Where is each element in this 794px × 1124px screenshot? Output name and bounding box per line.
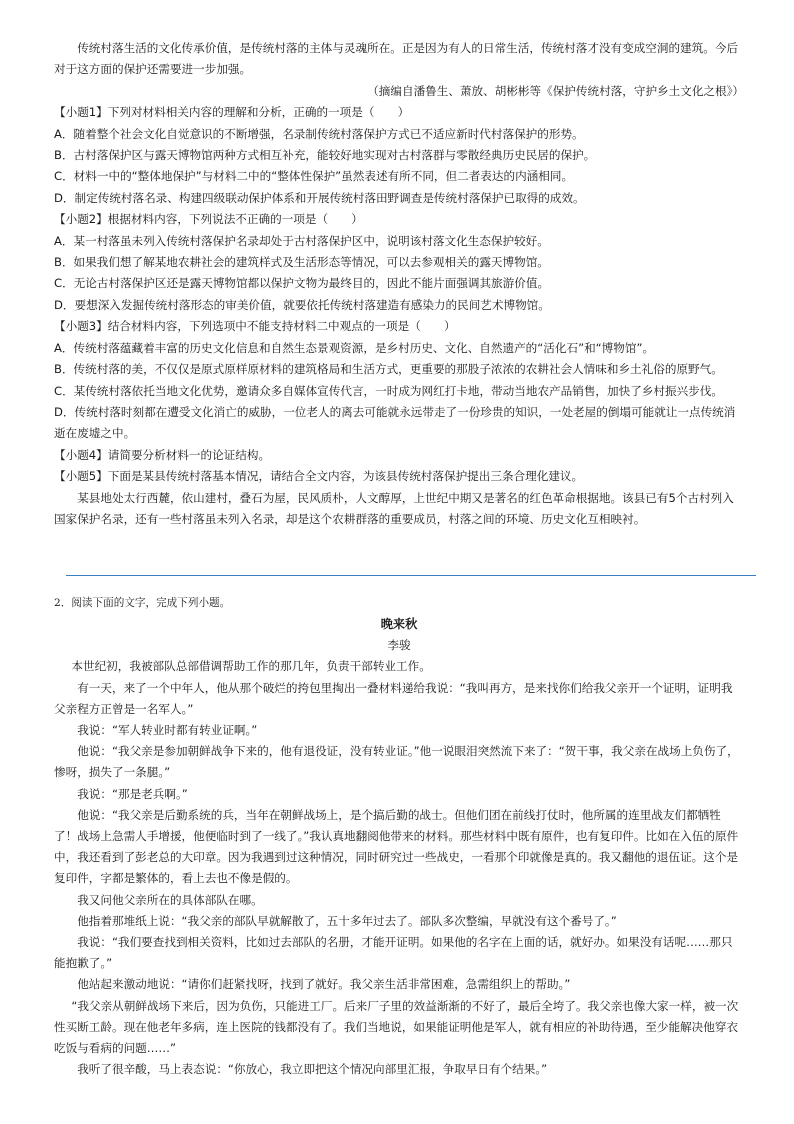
story-author: 李骏 xyxy=(387,638,411,653)
story-paragraph: 他站起来激动地说：“请你们赶紧找呀，找到了就好。我父亲生活非常困难，急需组织上的帮助。” xyxy=(77,977,571,992)
question-1-option-b: B．古村落保护区与露天博物馆两种方式相互补充，能较好地实现对古村落群与零散经典历史民居的保护。 xyxy=(54,148,596,163)
question-3-option-d: D．传统村落时刻都在遭受文化消亡的威胁，一位老人的离去可能就永远带走了一份珍贵的知识，一处老屋的倒塌可能就让一点传统消逝在废墟之中。 xyxy=(54,404,736,441)
story-paragraph: 我说：“那是老兵啊。” xyxy=(77,786,188,801)
reading-section-1 xyxy=(54,38,744,530)
question-1-option-d: D．制定传统村落名录、构建四级联动保护体系和开展传统村落田野调查是传统村落保护已取得的成效。 xyxy=(54,190,585,205)
question-3-option-c: C．某传统村落依托当地文化优势，邀请众多自媒体宣传代言，一时成为网红打卡地，带动当地农产品销售，加快了乡村振兴步伐。 xyxy=(54,383,723,398)
story-paragraph: 他指着那堆纸上说：“我父亲的部队早就解散了，五十多年过去了。部队多次整编，早就没有这个番号了。” xyxy=(77,913,617,928)
story-paragraph: 本世纪初，我被部队总部借调帮助工作的那几年，负责干部转业工作。 xyxy=(71,659,431,674)
story-paragraph: 有一天，来了一个中年人，他从那个破烂的挎包里掏出一叠材料递给我说：“我叫再方，是来找你们给我父亲开一个证明，证明我父亲程方正曾是一名军人。” xyxy=(54,680,733,716)
story-paragraph: 我听了很辛酸，马上表态说：“你放心，我立即把这个情况向部里汇报，争取早日有个结果。” xyxy=(77,1062,548,1077)
question-2-option-b: B．如果我们想了解某地农耕社会的建筑样式及生活形态等情况，可以去参观相关的露天博物馆。 xyxy=(54,255,549,270)
material-closing-paragraph: 传统村落生活的文化传承价值，是传统村落的主体与灵魂所在。正是因为有人的日常生活，传统村落才没有变成空洞的建筑。今后对于这方面的保护还需要进一步加强。 xyxy=(54,41,739,77)
material-source-citation: （摘编自潘鲁生、萧放、胡彬彬等《保护传统村落，守护乡土文化之根》） xyxy=(367,83,744,98)
section-divider xyxy=(66,575,756,576)
story-paragraph: 他说：“我父亲是后勤系统的兵，当年在朝鲜战场上，是个搞后勤的战士。但他们团在前线打仗时，他所属的连里战友们都牺牲了！战场上急需人手增援，他便临时到了一线了。”我认真地翻阅他带来的材料。那些材料中既有原件，也有复印件。比如在入伍的原件中，我还看到了彭老总的大印章。因为我遇到过这种情况，同时研究过一些战史，一看那个印就像是真的。我又翻他的退伍证。这个是复印件，字都是繁体的，看上去也不像是假的。 xyxy=(54,807,739,886)
story-paragraph: 我说：“军人转业时都有转业证啊。” xyxy=(77,723,258,738)
story-paragraph: “我父亲从朝鲜战场下来后，因为负伤，只能进工厂。后来厂子里的效益渐渐的不好了，最后全垮了。我父亲也像大家一样，被一次性买断工龄。现在他老年多病，连上医院的钱都没有了。我们当地说，如果能证明他是军人，就有相应的补助待遇，至少能解决他穿衣吃饭与看病的问题……” xyxy=(54,998,739,1056)
question-2-heading: 2．阅读下面的文字，完成下列小题。 xyxy=(54,597,231,609)
story-paragraph: 他说：“我父亲是参加朝鲜战争下来的，他有退役证，没有转业证。”他一说眼泪突然流下来了：“贺干事，我父亲在战场上负伤了，惨呀，损失了一条腿。” xyxy=(54,744,739,780)
question-3-option-b: B．传统村落的美，不仅仅是原式原样原材料的建筑格局和生活方式，更重要的那股子浓浓的农耕社会人情味和乡土礼俗的原野气。 xyxy=(54,362,723,377)
question-5-material: 某县地处太行西麓，依山建村，叠石为屋，民风质朴，人文醇厚，上世纪中期又是著名的红色革命根据地。该县已有5个古村列入国家保护名录，还有一些村落虽未列入名录，却是这个农耕群落的重要成员，村落之间的环境、历史文化互相映衬。 xyxy=(54,490,734,526)
question-3-option-a: A．传统村落蕴藏着丰富的历史文化信息和自然生态景观资源，是乡村历史、文化、自然遗产的“活化石”和“博物馆”。 xyxy=(54,340,655,355)
story-paragraph: 我说：“我们要查找到相关资料，比如过去部队的名册，才能开证明。如果他的名字在上面的话，就好办。如果没有话呢……那只能抱歉了。” xyxy=(54,935,733,971)
question-1-option-a: A．随着整个社会文化自觉意识的不断增强，名录制传统村落保护方式已不适应新时代村落保护的形势。 xyxy=(54,126,584,141)
question-2-option-c: C．无论古村落保护区还是露天博物馆都以保护文物为最终目的，因此不能片面强调其旅游价值。 xyxy=(54,276,550,291)
question-2-option-a: A．某一村落虽未列入传统村落保护名录却处于古村落保护区中，说明该村落文化生态保护较好。 xyxy=(54,233,549,248)
story-paragraph: 我又问他父亲所在的具体部队在哪。 xyxy=(77,892,263,907)
reading-section-2 xyxy=(54,593,744,1080)
story-title: 晚来秋 xyxy=(380,617,418,631)
question-2-stem: 【小题2】根据材料内容，下列说法不正确的一项是（ ） xyxy=(54,212,363,227)
question-1-option-c: C．材料一中的“整体地保护”与材料二中的“整体性保护”虽然表述有所不同，但二者表达的内涵相同。 xyxy=(54,169,574,184)
question-5-stem: 【小题5】下面是某县传统村落基本情况，请结合全文内容，为该县传统村落保护提出三条合理化建议。 xyxy=(54,469,584,484)
question-1-stem: 【小题1】下列对材料相关内容的理解和分析，正确的一项是（ ） xyxy=(54,105,410,120)
question-3-stem: 【小题3】结合材料内容，下列选项中不能支持材料二中观点的一项是（ ） xyxy=(54,319,456,334)
question-2-option-d: D．要想深入发掘传统村落形态的审美价值，就要依托传统村落建造有感染力的民间艺术博物馆。 xyxy=(54,297,550,312)
question-4-stem: 【小题4】请简要分析材料一的论证结构。 xyxy=(54,447,271,462)
